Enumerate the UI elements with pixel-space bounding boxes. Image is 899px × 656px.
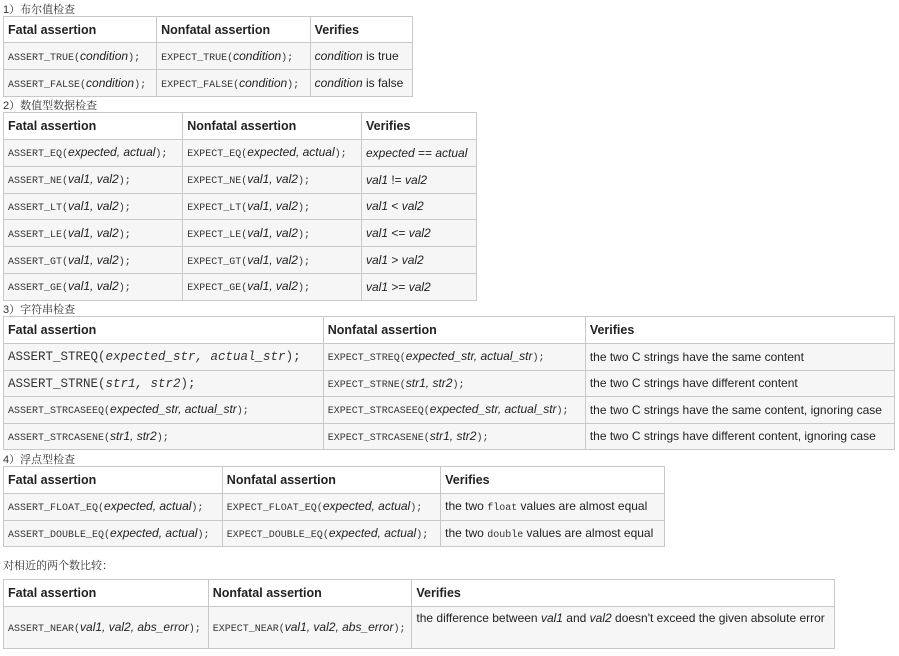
cell-text: the two C strings have the same content, ignoring case — [589, 402, 882, 417]
cell-text: ); — [155, 149, 168, 161]
table-row — [4, 344, 895, 371]
cell-text: EXPECT_GE( — [187, 283, 248, 295]
cell-text: str1, str2 — [429, 428, 477, 443]
cell-text: ASSERT_LT( — [8, 202, 69, 214]
fatal-assertion-cell — [4, 247, 183, 274]
cell-text: ); — [188, 624, 201, 635]
cell-text: ); — [281, 52, 294, 64]
cell-text: the difference between — [416, 611, 541, 625]
table-row — [4, 43, 413, 70]
cell-text: val1, val2 — [68, 198, 119, 213]
cell-text: val2 — [589, 611, 612, 625]
cell-text: val1, val2 — [247, 172, 298, 187]
cell-text: val1 — [365, 279, 388, 294]
cell-text: condition — [314, 76, 363, 90]
cell-text: EXPECT_DOUBLE_EQ( — [226, 529, 329, 541]
cell-text: val1, val2 — [68, 252, 119, 267]
nonfatal-assertion-cell — [222, 494, 440, 521]
cell-text: EXPECT_EQ( — [187, 149, 248, 161]
cell-text: ASSERT_NE( — [8, 176, 69, 188]
cell-text: actual — [435, 145, 468, 160]
cell-text: ); — [236, 406, 249, 418]
cell-text: the two C strings have different content — [589, 376, 798, 391]
cell-text: ); — [393, 624, 406, 635]
column-header: Nonfatal assertion — [323, 317, 585, 344]
cell-text: ); — [128, 52, 141, 64]
table-row — [4, 607, 835, 649]
column-header: Fatal assertion — [4, 17, 157, 43]
cell-text: EXPECT_STRCASEEQ( — [327, 406, 430, 418]
cell-text: val2 — [401, 199, 424, 214]
verifies-cell — [361, 220, 476, 247]
cell-text: expected_str, actual_str — [110, 402, 237, 417]
nonfatal-assertion-cell — [183, 140, 362, 167]
cell-text: ASSERT_TRUE( — [8, 52, 81, 64]
column-header: Nonfatal assertion — [157, 17, 310, 43]
cell-text: expected, actual — [110, 525, 198, 540]
table-row — [4, 273, 477, 300]
column-header: Fatal assertion — [4, 113, 183, 140]
fatal-assertion-cell — [4, 193, 183, 220]
table-row — [4, 220, 477, 247]
cell-text: <= — [388, 226, 409, 241]
verifies-cell — [361, 193, 476, 220]
cell-text: ASSERT_DOUBLE_EQ( — [8, 529, 111, 541]
cell-text: the two — [445, 525, 488, 540]
cell-text: val2 — [408, 279, 431, 294]
section-label-string: 3）字符串检查 — [3, 304, 76, 316]
cell-text: EXPECT_NEAR( — [212, 624, 285, 635]
cell-text: expected_str, actual_str — [105, 350, 286, 365]
cell-text: ); — [118, 176, 131, 188]
nonfatal-assertion-cell — [323, 344, 585, 371]
table-row — [4, 397, 895, 424]
nonfatal-assertion-cell — [157, 43, 310, 70]
nonfatal-assertion-cell — [183, 273, 362, 300]
fatal-assertion-cell — [4, 166, 183, 193]
column-header: Nonfatal assertion — [222, 467, 440, 494]
cell-text: is true — [362, 49, 399, 63]
cell-text: ); — [476, 432, 489, 444]
fatal-assertion-cell — [4, 70, 157, 97]
cell-text: ASSERT_GT( — [8, 256, 69, 268]
nonfatal-assertion-cell — [323, 397, 585, 424]
cell-text: values are almost equal — [523, 525, 654, 540]
cell-text: ); — [556, 406, 569, 418]
fatal-assertion-cell — [4, 520, 223, 547]
cell-text: val1, val2, abs_error — [80, 620, 189, 634]
table-row — [4, 423, 895, 450]
cell-text: val1 — [365, 199, 388, 214]
fatal-assertion-cell — [4, 43, 157, 70]
cell-text: val1, val2 — [247, 225, 298, 240]
cell-text: ); — [334, 149, 347, 161]
table-row — [4, 520, 665, 547]
cell-text: expected, actual — [68, 145, 156, 160]
verifies-cell — [585, 423, 894, 450]
cell-text: float — [487, 503, 518, 515]
nonfatal-assertion-cell — [157, 70, 310, 97]
table-header-row — [4, 317, 895, 344]
table-header-row — [4, 17, 413, 43]
cell-text: EXPECT_LT( — [187, 202, 248, 214]
verifies-cell — [361, 273, 476, 300]
nonfatal-assertion-cell — [183, 166, 362, 193]
cell-text: val1, val2 — [68, 225, 119, 240]
cell-text: expected, actual — [322, 499, 411, 514]
cell-text: ); — [297, 229, 310, 241]
cell-text: and — [562, 611, 590, 625]
cell-text: ASSERT_FALSE( — [8, 79, 87, 91]
nonfatal-assertion-cell — [183, 193, 362, 220]
table-row — [4, 193, 477, 220]
column-header: Verifies — [412, 580, 835, 607]
table-header-row — [4, 580, 835, 607]
cell-text: doesn't exceed the given absolute error — [611, 611, 825, 625]
cell-text: EXPECT_NE( — [187, 176, 248, 188]
cell-text: ); — [416, 529, 429, 541]
fatal-assertion-cell — [4, 344, 324, 371]
cell-text: expected_str, actual_str — [405, 349, 533, 364]
cell-text: ASSERT_STRCASEEQ( — [8, 406, 111, 418]
cell-text: val1 — [365, 253, 388, 268]
nonfatal-assertion-cell — [183, 247, 362, 274]
verifies-cell — [361, 140, 476, 167]
fatal-assertion-cell — [4, 140, 183, 167]
section-label-boolean: 1）布尔值检查 — [3, 4, 76, 16]
column-header: Verifies — [361, 113, 476, 140]
verifies-cell — [441, 520, 665, 547]
verifies-cell — [310, 43, 412, 70]
cell-text: ); — [197, 529, 210, 541]
column-header: Fatal assertion — [4, 467, 223, 494]
cell-text: val1 — [365, 226, 388, 241]
cell-text: condition — [314, 49, 363, 63]
cell-text: expected, actual — [328, 525, 417, 540]
cell-text: expected_str, actual_str — [429, 402, 557, 417]
cell-text: ASSERT_STRCASENE( — [8, 432, 111, 444]
cell-text: the two — [445, 499, 488, 514]
string-assertions-table — [3, 316, 895, 450]
section-label-near: 对相近的两个数比较： — [3, 560, 113, 572]
cell-text: expected, actual — [247, 145, 335, 160]
numeric-assertions-table — [3, 112, 477, 301]
cell-text: the two C strings have different content, ignoring case — [589, 429, 876, 444]
nonfatal-assertion-cell — [323, 423, 585, 450]
column-header: Verifies — [441, 467, 665, 494]
table-header-row — [4, 113, 477, 140]
cell-text: the two C strings have the same content — [589, 349, 804, 364]
fatal-assertion-cell — [4, 423, 324, 450]
cell-text: val1, val2 — [247, 198, 298, 213]
cell-text: val2 — [401, 253, 424, 268]
table-row — [4, 70, 413, 97]
nonfatal-assertion-cell — [183, 220, 362, 247]
cell-text: ASSERT_LE( — [8, 229, 69, 241]
cell-text: EXPECT_STRNE( — [327, 379, 406, 391]
cell-text: ); — [118, 202, 131, 214]
column-header: Verifies — [310, 17, 412, 43]
cell-text: double — [487, 529, 524, 541]
verifies-cell — [585, 370, 894, 397]
boolean-assertions-table — [3, 16, 413, 97]
cell-text: ); — [297, 283, 310, 295]
column-header: Fatal assertion — [4, 580, 209, 607]
section-label-float: 4）浮点型检查 — [3, 454, 76, 466]
cell-text: ); — [118, 283, 131, 295]
cell-text: is false — [362, 76, 404, 90]
column-header: Fatal assertion — [4, 317, 324, 344]
cell-text: str1, str2 — [105, 376, 181, 391]
cell-text: EXPECT_LE( — [187, 229, 248, 241]
column-header: Nonfatal assertion — [208, 580, 412, 607]
cell-text: ); — [452, 379, 465, 391]
cell-text: EXPECT_STRCASENE( — [327, 432, 430, 444]
fatal-assertion-cell — [4, 397, 324, 424]
cell-text: EXPECT_STREQ( — [327, 353, 406, 365]
cell-text: expected, actual — [104, 499, 192, 514]
cell-text: == — [414, 145, 436, 160]
cell-text: ); — [410, 503, 423, 515]
cell-text: >= — [388, 279, 409, 294]
cell-text: ); — [156, 432, 169, 444]
cell-text: val1, val2, abs_error — [284, 620, 394, 634]
cell-text: ); — [287, 79, 300, 91]
cell-text: < — [388, 199, 402, 214]
fatal-assertion-cell — [4, 220, 183, 247]
cell-text: != — [388, 172, 406, 187]
cell-text: ); — [180, 376, 196, 391]
fatal-assertion-cell — [4, 607, 209, 649]
cell-text: val1, val2 — [247, 252, 298, 267]
cell-text: ); — [191, 503, 204, 515]
verifies-cell — [585, 397, 894, 424]
section-label-numeric: 2）数值型数据检查 — [3, 100, 98, 112]
column-header: Nonfatal assertion — [183, 113, 362, 140]
fatal-assertion-cell — [4, 273, 183, 300]
cell-text: ); — [134, 79, 147, 91]
cell-text: val1, val2 — [247, 279, 298, 294]
cell-text: ); — [285, 350, 301, 365]
cell-text: EXPECT_TRUE( — [161, 52, 234, 64]
nonfatal-assertion-cell — [323, 370, 585, 397]
cell-text: EXPECT_FALSE( — [161, 79, 240, 91]
cell-text: ASSERT_NEAR( — [8, 624, 81, 635]
table-row — [4, 140, 477, 167]
cell-text: ASSERT_GE( — [8, 283, 69, 295]
cell-text: values are almost equal — [517, 499, 648, 514]
cell-text: ); — [118, 229, 131, 241]
cell-text: ); — [297, 176, 310, 188]
verifies-cell — [585, 344, 894, 371]
cell-text: val1 — [365, 172, 388, 187]
cell-text: str1, str2 — [405, 375, 453, 390]
cell-text: val2 — [408, 226, 431, 241]
cell-text: ASSERT_STREQ( — [8, 350, 106, 365]
cell-text: EXPECT_GT( — [187, 256, 248, 268]
cell-text: expected — [365, 145, 415, 160]
cell-text: condition — [239, 75, 288, 90]
cell-text: condition — [86, 75, 135, 90]
verifies-cell — [361, 166, 476, 193]
table-row — [4, 370, 895, 397]
cell-text: ); — [118, 256, 131, 268]
cell-text: str1, str2 — [110, 428, 157, 443]
fatal-assertion-cell — [4, 370, 324, 397]
fatal-assertion-cell — [4, 494, 223, 521]
cell-text: ); — [532, 353, 545, 365]
float-assertions-table — [3, 466, 665, 547]
cell-text: ASSERT_FLOAT_EQ( — [8, 503, 105, 515]
cell-text: condition — [233, 48, 282, 63]
cell-text: EXPECT_FLOAT_EQ( — [226, 503, 323, 515]
cell-text: ); — [297, 202, 310, 214]
verifies-cell — [361, 247, 476, 274]
cell-text: ASSERT_STRNE( — [8, 376, 106, 391]
verifies-cell — [310, 70, 412, 97]
column-header: Verifies — [585, 317, 894, 344]
nonfatal-assertion-cell — [208, 607, 412, 649]
verifies-cell — [441, 494, 665, 521]
table-row — [4, 494, 665, 521]
cell-text: val1, val2 — [68, 279, 119, 294]
verifies-cell — [412, 607, 835, 649]
table-row — [4, 247, 477, 274]
cell-text: ); — [297, 256, 310, 268]
table-header-row — [4, 467, 665, 494]
cell-text: > — [388, 253, 402, 268]
cell-text: val1, val2 — [68, 172, 119, 187]
cell-text: condition — [80, 48, 129, 63]
cell-text: val2 — [405, 172, 428, 187]
table-row — [4, 166, 477, 193]
cell-text: ASSERT_EQ( — [8, 149, 69, 161]
cell-text: val1 — [540, 611, 563, 625]
near-assertions-table — [3, 579, 835, 649]
nonfatal-assertion-cell — [222, 520, 440, 547]
